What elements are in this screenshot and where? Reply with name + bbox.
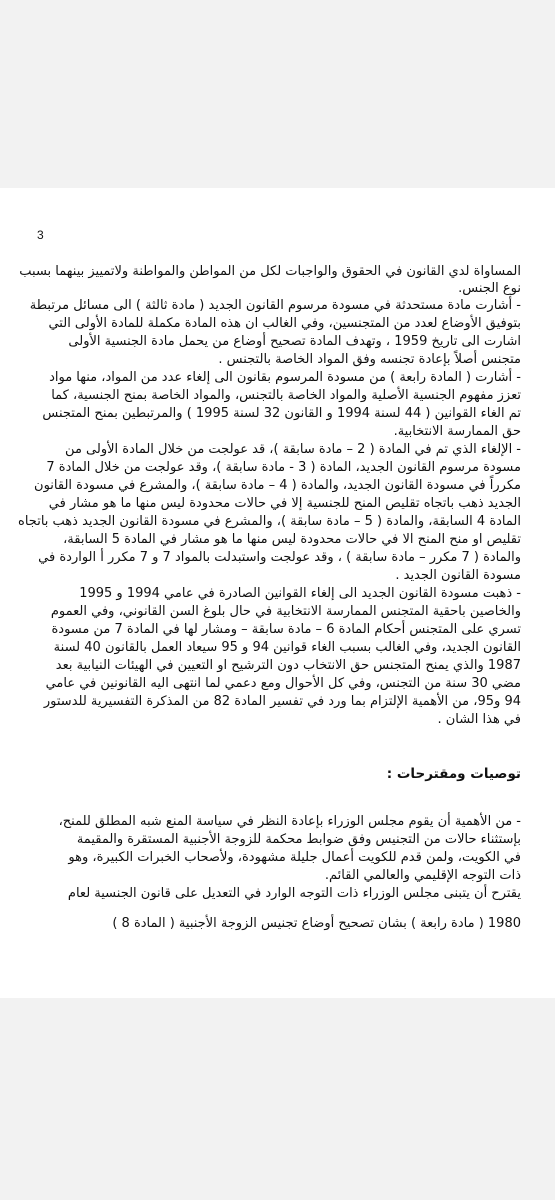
text-line: متجنس أصلاً بإعادة تجنسه وفق المواد الخاصة بالتجنس . <box>218 352 521 367</box>
text-line: والمادة ( 7 مكرر – مادة سابقة ) ، وقد عولجت واستبدلت بالمواد 7 و 7 مكرر أ الواردة في <box>38 550 521 565</box>
text-line: مسودة مرسوم القانون الجديد، المادة ( 3 - مادة سابقة )، وقد عولجت من خلال المادة 7 <box>46 460 521 475</box>
text-line: المساواة لدي القانون في الحقوق والواجبات لكل من المواطن والمواطنة ولاتمييز بينهما بسبب <box>19 264 521 279</box>
text-line: تسري على المتجنس أحكام المادة 6 – مادة سابقة – ومشار لها في المادة 7 من مسودة <box>51 622 521 637</box>
text-line: - الإلغاء الذي تم في المادة ( 2 – مادة سابقة )، قد عولجت من خلال المادة الأولى من <box>65 442 521 457</box>
text-line: الجديد ذهب باتجاه تقليص المنح للجنسية إلا في حالات محدودة ليس منها ما هو مشار في <box>48 496 521 511</box>
text-line: تقليص او منح المنح الا في حالات محدودة ليس منها ما هو مشار في المادة 5 السابقة، <box>63 532 521 547</box>
text-line: 94 و95، من الأهمية الإلتزام بما ورد في تفسير المادة 82 من المذكرة التفسيرية للدستور <box>43 694 521 709</box>
recommendation-line: - من الأهمية أن يقوم مجلس الوزراء بإعادة النظر في سياسة المنع شبه المطلق للمنح، <box>58 814 521 829</box>
text-line: مسودة القانون الجديد . <box>395 568 521 583</box>
recommendation-line: في الكويت، ولمن قدم للكويت أعمال جليلة مشهودة، ولأصحاب الخبرات الكبيرة، وهو <box>68 850 521 865</box>
recommendation-line: ذات التوجه الإقليمي والعالمي القائم. <box>324 868 521 883</box>
recommendation-line: بإستثناء حالات من التجنيس وفق ضوابط محكمة للزوجة الأجنبية المستقرة والمقيمة <box>76 832 521 847</box>
text-line: اشارت الى تاريخ 1959 ، وتهدف المادة تصحيح أوضاع من يحمل مادة الجنسية الأولى <box>68 334 521 349</box>
recommendation-line: يقترح أن يتبنى مجلس الوزراء ذات التوجه الوارد في التعديل على قانون الجنسية لعام <box>67 886 521 901</box>
text-line: والخاصين باحقية المتجنس الممارسة الانتخابية في حال بلوغ السن القانوني، وفي العموم <box>50 604 521 619</box>
page-number: 3 <box>37 228 44 242</box>
text-line: - أشارت ( المادة رابعة ) من مسودة المرسوم بقانون الى إلغاء عدد من المواد، منها مواد <box>49 370 521 385</box>
text-line: مضي 30 سنة من التجنس، وفي كل الأحوال ومع دعمي لما انتهى اليه القانونين في عامي <box>45 676 521 691</box>
text-line: مكرراً في مسودة القانون الجديد، والمادة ( 4 – مادة سابقة )، والمشرع في مسودة القانون <box>34 478 521 493</box>
recommendation-line: 1980 ( مادة رابعة ) بشان تصحيح أوضاع تجنيس الزوجة الأجنبية ( المادة 8 ) <box>112 916 521 931</box>
text-line: 1987 والذي يمنح المتجنس حق الانتخاب دون الترشيح او التعيين في الهيئات النيابية بعد <box>55 658 521 673</box>
text-line: بتوفيق الأوضاع لعدد من المتجنسين، وفي الغالب ان هذه المادة مكملة للمادة الأولى التي <box>48 316 521 331</box>
document-page <box>0 188 555 998</box>
text-line: حق الممارسة الانتخابية. <box>393 424 521 439</box>
text-line: - ذهبت مسودة القانون الجديد الى إلغاء القوانين الصادرة في عامي 1994 و 1995 <box>79 586 521 601</box>
text-line: المادة 4 السابقة، والمادة ( 5 – مادة سابقة )، والمشرع في مسودة القانون الجديد ذهب باتجاه <box>18 514 521 529</box>
recommendations-heading: توصيات ومقترحات : <box>386 766 521 782</box>
text-line: تم الغاء القوانين ( 44 لسنة 1994 و القانون 32 لسنة 1995 ) والمرتبطين بمنح المتجنس <box>42 406 521 421</box>
text-line: نوع الجنس. <box>458 281 521 296</box>
text-line: في هذا الشان . <box>437 712 521 727</box>
text-line: القانون الجديد، وفي الغالب بسبب الغاء قوانين 94 و 95 سيعاد العمل بالقانون 40 لسنة <box>53 640 521 655</box>
text-line: تعزز مفهوم الجنسية الأصلية والمواد الخاصة بالتجنس، والمواد الخاصة بمنح الجنسية، كما <box>51 388 521 403</box>
text-line: - أشارت مادة مستحدثة في مسودة مرسوم القانون الجديد ( مادة ثالثة ) الى مسائل مرتبطة <box>29 298 521 313</box>
